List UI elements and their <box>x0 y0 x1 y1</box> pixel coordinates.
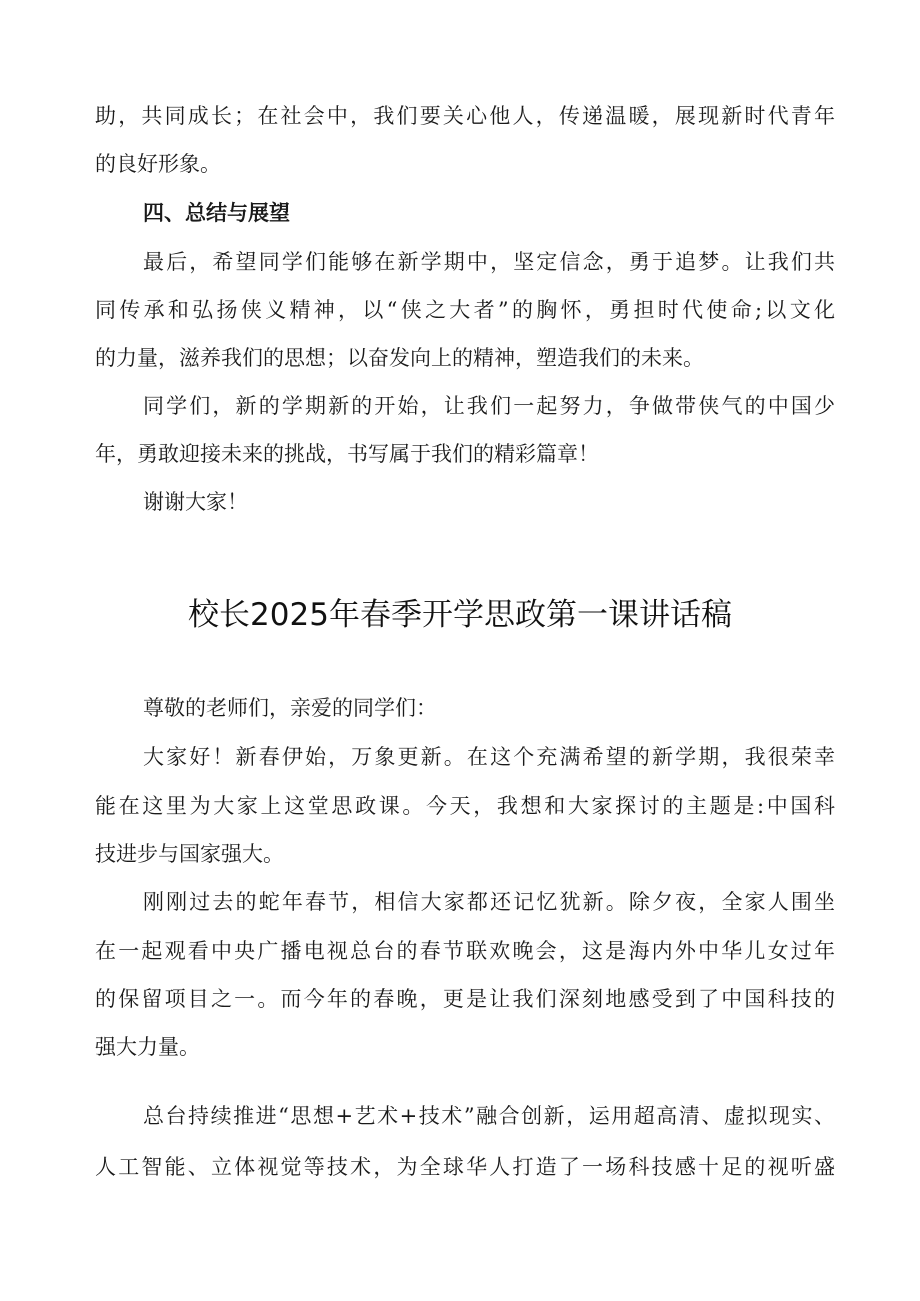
paragraph-line: 人工智能、立体视觉等技术，为全球华人打造了一场科技感十足的视听盛 <box>95 1155 835 1179</box>
document-title: 校长2025年春季开学思政第一课讲话稿 <box>188 597 732 633</box>
greeting-line: 尊敬的老师们，亲爱的同学们： <box>143 696 437 720</box>
paragraph-line: 的保留项目之一。而今年的春晚，更是让我们深刻地感受到了中国科技的 <box>95 987 835 1011</box>
paragraph-line: 的良好形象。 <box>95 152 221 176</box>
paragraph-line: 在一起观看中央广播电视总台的春节联欢晚会，这是海内外中华儿女过年 <box>95 939 835 963</box>
closing-line: 谢谢大家！ <box>143 490 248 514</box>
paragraph-line: 强大力量。 <box>95 1035 200 1059</box>
paragraph-line: 最后，希望同学们能够在新学期中，坚定信念，勇于追梦。让我们共 <box>143 250 835 274</box>
paragraph-line: 大家好！新春伊始，万象更新。在这个充满希望的新学期，我很荣幸 <box>143 745 835 769</box>
paragraph-line: 技进步与国家强大。 <box>95 842 284 866</box>
paragraph-line: 助，共同成长；在社会中，我们要关心他人，传递温暖，展现新时代青年 <box>95 104 835 128</box>
paragraph-line: 同学们，新的学期新的开始，让我们一起努力，争做带侠气的中国少 <box>143 394 835 418</box>
paragraph-line: 总台持续推进“思想+艺术+技术”融合创新，运用超高清、虚拟现实、 <box>143 1104 835 1128</box>
section-heading: 四、总结与展望 <box>143 201 290 225</box>
paragraph-line: 同传承和弘扬侠义精神，以“侠之大者”的胸怀，勇担时代使命;以文化 <box>95 298 835 322</box>
paragraph-line: 刚刚过去的蛇年春节，相信大家都还记忆犹新。除夕夜，全家人围坐 <box>143 890 835 914</box>
paragraph-line: 能在这里为大家上这堂思政课。今天，我想和大家探讨的主题是:中国科 <box>95 794 835 818</box>
paragraph-line: 的力量，滋养我们的思想；以奋发向上的精神，塑造我们的未来。 <box>95 346 704 370</box>
paragraph-line: 年，勇敢迎接未来的挑战，书写属于我们的精彩篇章！ <box>95 442 599 466</box>
